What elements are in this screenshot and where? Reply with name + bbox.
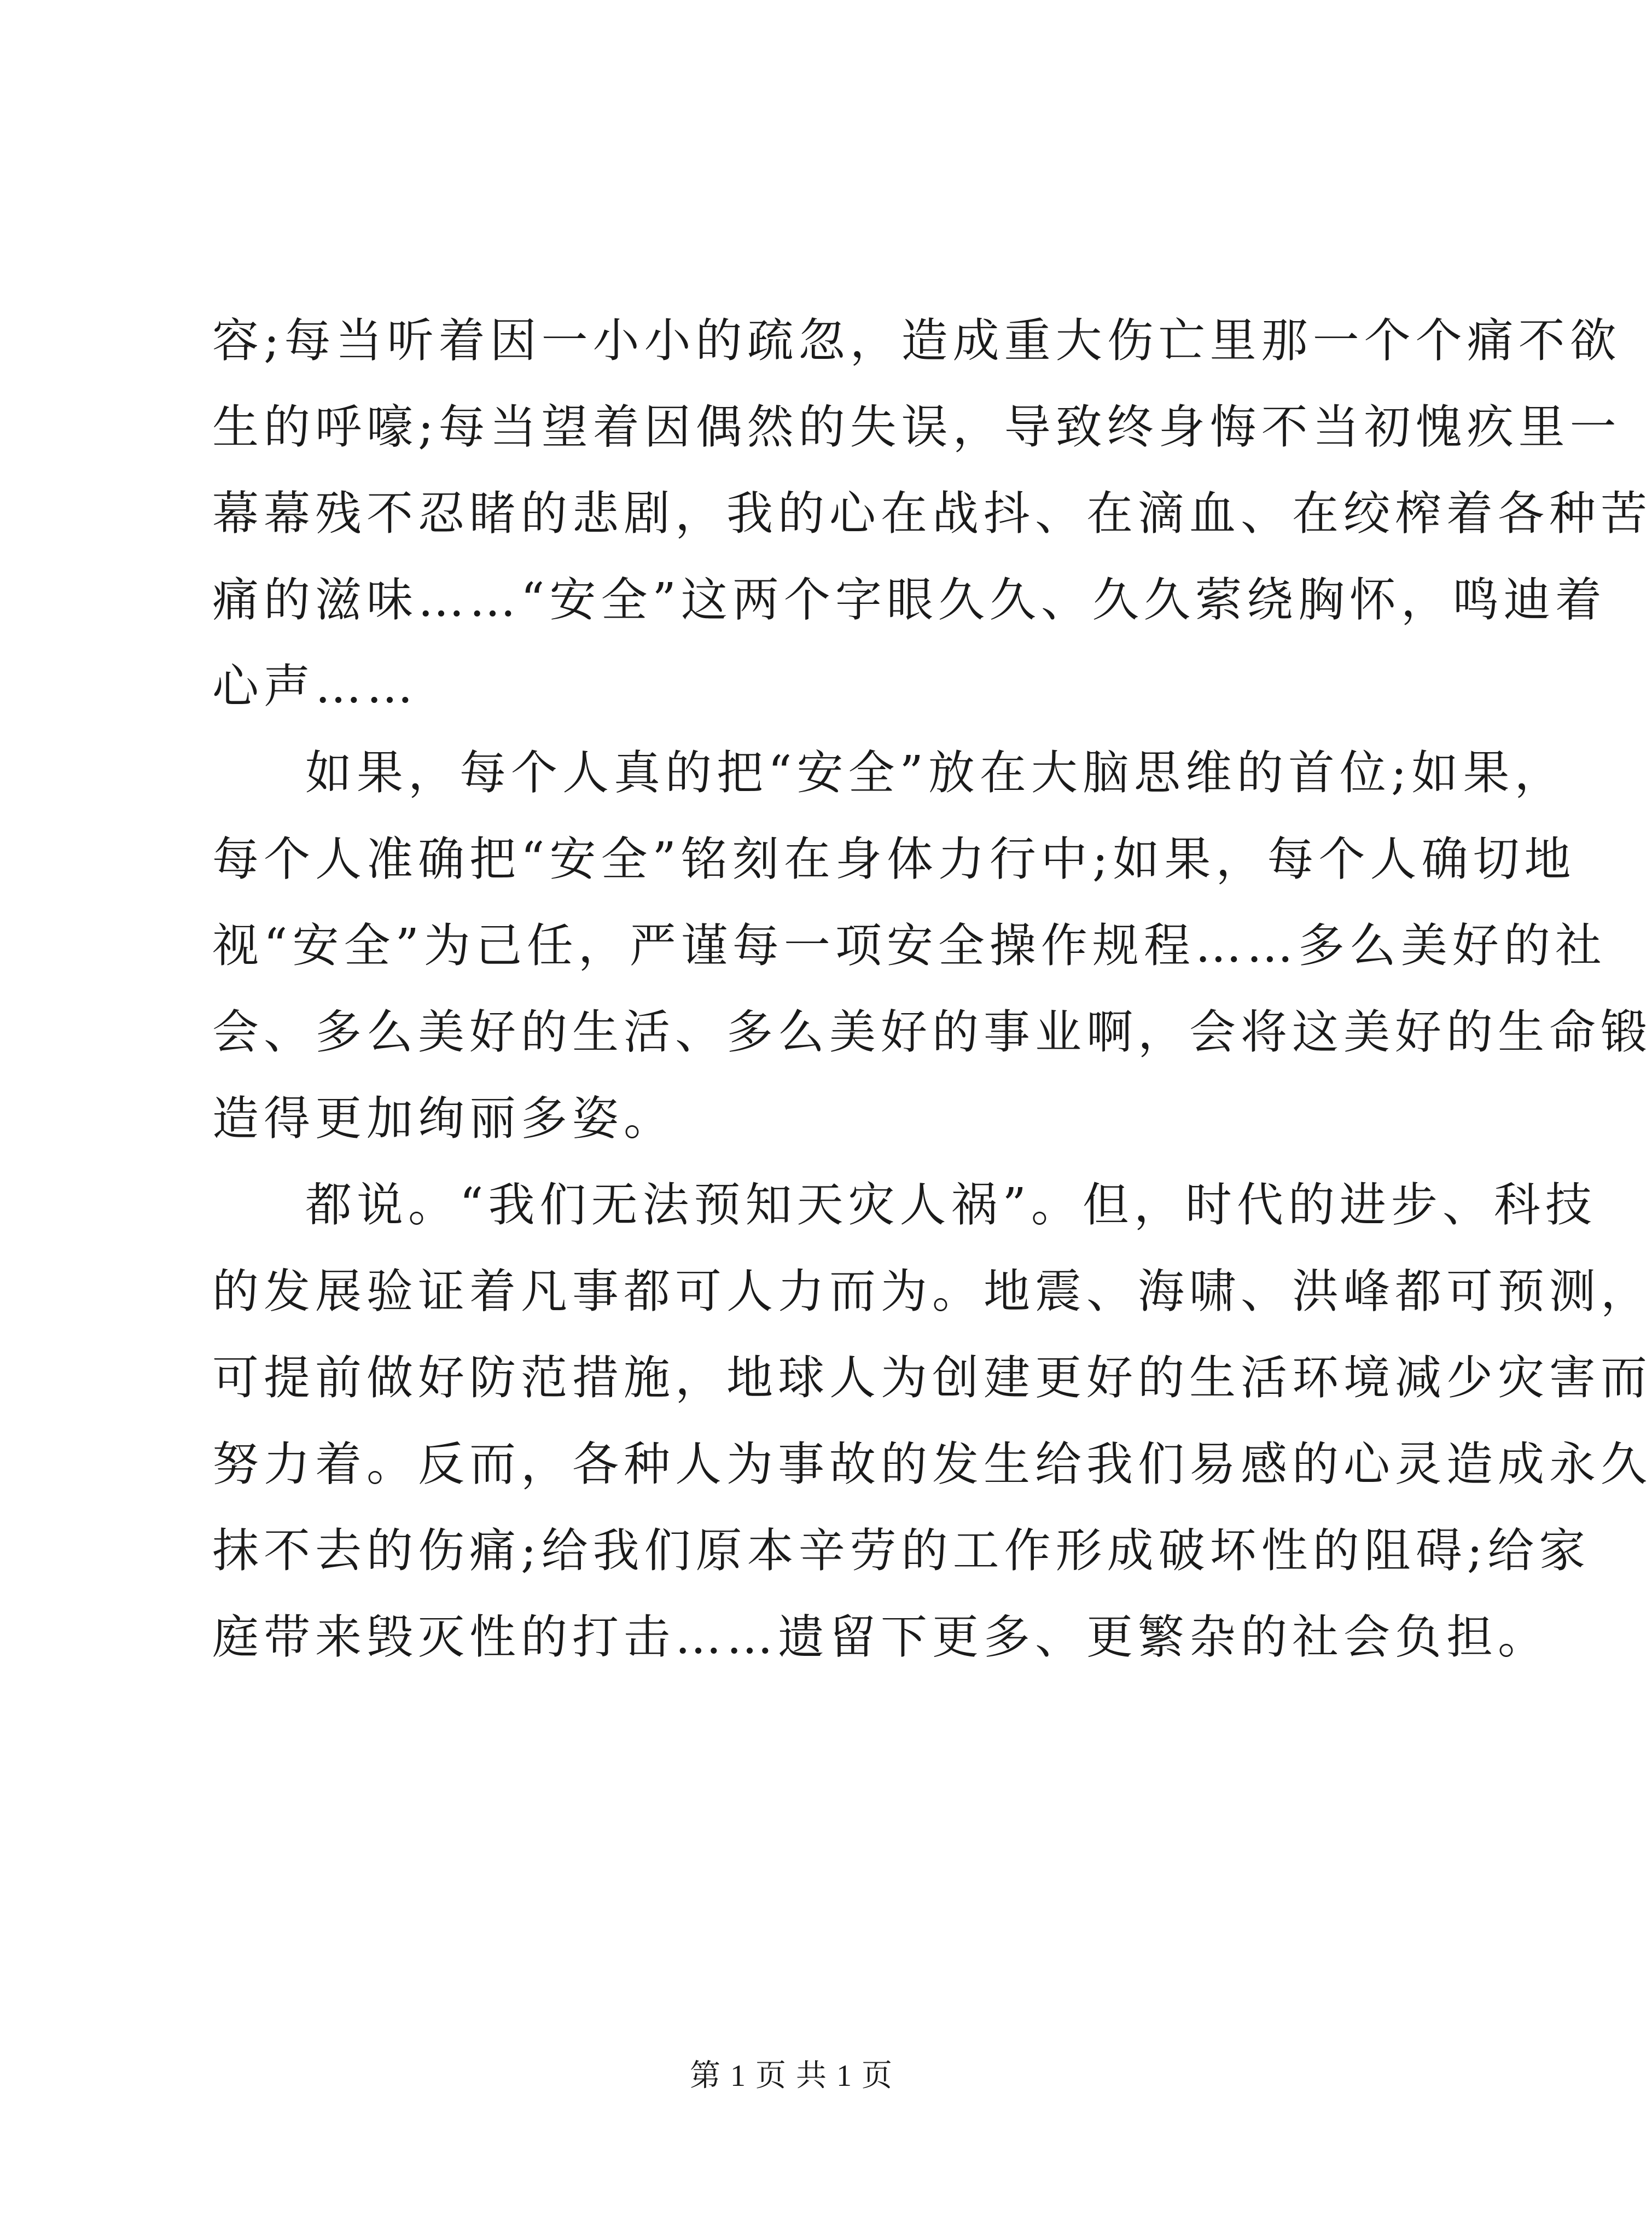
text-line: 都说。“我们无法预知天灾人祸”。但，时代的进步、科技 [305,1178,1597,1232]
text-line: 的发展验证着凡事都可人力而为。地震、海啸、洪峰都可预测， [212,1265,1652,1319]
text-line: 造得更加绚丽多姿。 [212,1092,676,1146]
text-line: 痛的滋味……“安全”这两个字眼久久、久久萦绕胸怀，鸣迪着 [212,573,1607,627]
text-line: 庭带来毁灭性的打击……遗留下更多、更繁杂的社会负担。 [212,1610,1550,1665]
text-line: 可提前做好防范措施，地球人为创建更好的生活环境减少灾害而 [212,1351,1652,1405]
text-line: 如果，每个人真的把“安全”放在大脑思维的首位;如果， [305,746,1566,800]
paragraph-1 [212,298,1652,730]
text-line: 会、多么美好的生活、多么美好的事业啊，会将这美好的生命锻 [212,1005,1652,1060]
text-line: 生的呼嚎;每当望着因偶然的失误，导致终身悔不当初愧疚里一 [212,400,1621,455]
paragraph-3 [212,1162,1652,1681]
text-line: 抹不去的伤痛;给我们原本辛劳的工作形成破坏性的阻碍;给家 [212,1524,1591,1578]
text-line: 幕幕残不忍睹的悲剧，我的心在战抖、在滴血、在绞榨着各种苦 [212,487,1652,541]
text-line: 努力着。反而，各种人为事故的发生给我们易感的心灵造成永久 [212,1438,1652,1492]
document-body [212,298,1652,1681]
text-line: 视“安全”为己任，严谨每一项安全操作规程……多么美好的社 [212,919,1607,973]
page-number-label: 第 1 页 共 1 页 [690,2059,893,2093]
text-line: 容;每当听着因一小小的疏忽，造成重大伤亡里那一个个痛不欲 [212,314,1621,368]
page-footer [0,2054,1583,2098]
paragraph-2 [212,730,1652,1162]
text-line: 每个人准确把“安全”铭刻在身体力行中;如果，每个人确切地 [212,833,1576,887]
text-line: 心声…… [212,660,418,714]
